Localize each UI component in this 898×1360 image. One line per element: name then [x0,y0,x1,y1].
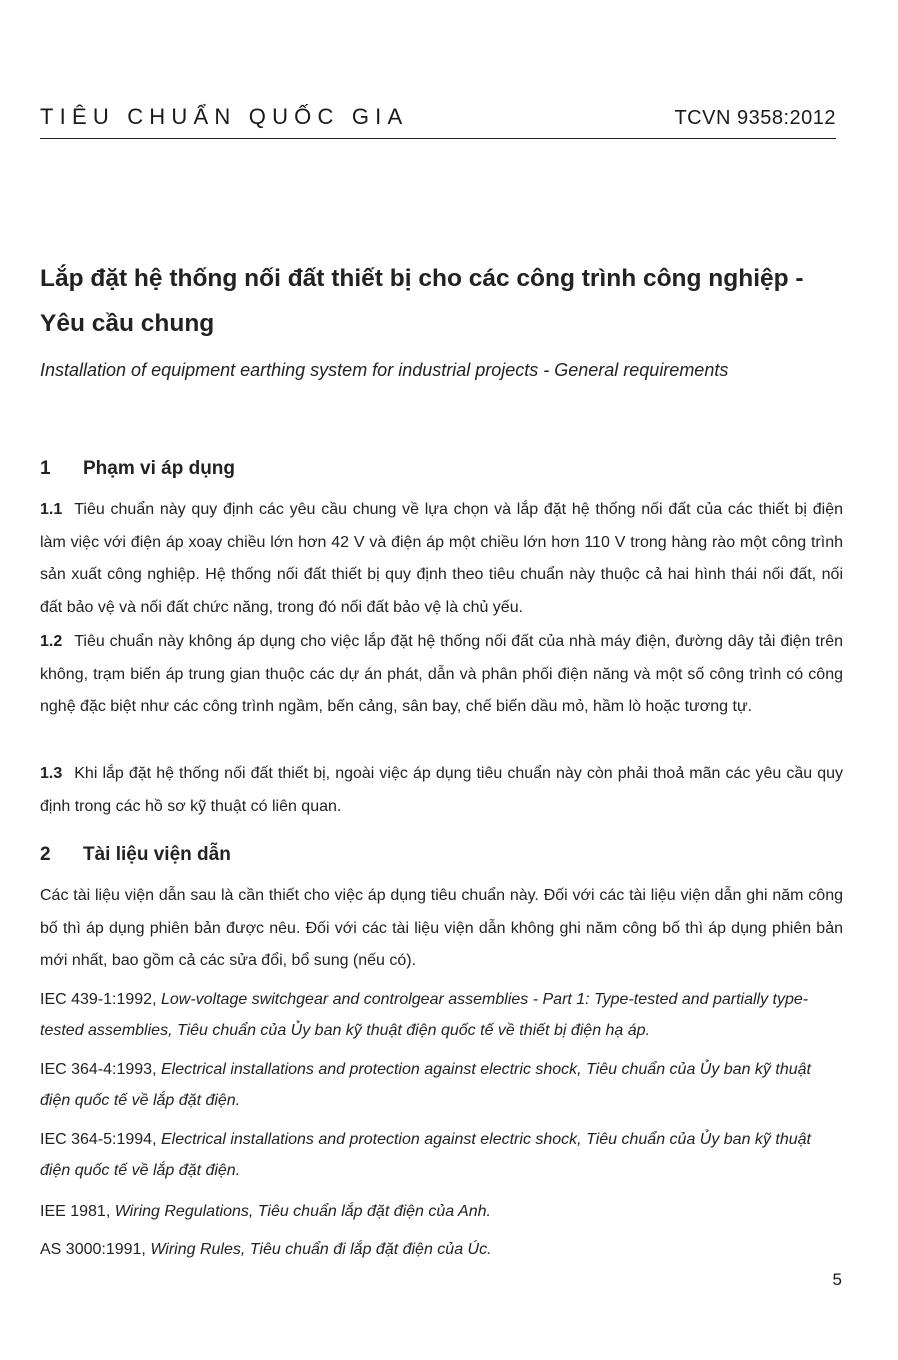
document-subtitle-english: Installation of equipment earthing system for industrial projects - General requirements [40,360,729,380]
reference-title: Low-voltage switchgear and controlgear assemblies - Part 1: Type-tested and partially type-tested assemblies, Tiêu chuẩn của Ủy ban kỹ thuật điện quốc tế về thiết bị điện hạ áp. [40,991,809,1039]
section-number: 2 [40,844,51,865]
section-2-heading [40,844,231,866]
clause-1-2 [40,626,843,724]
page-number: 5 [832,1270,842,1289]
section-1-heading [40,458,235,480]
page-header [40,104,836,139]
reference-title: Wiring Rules, Tiêu chuẩn đi lắp đặt điện của Úc. [150,1241,492,1258]
title-line-2: Yêu cầu chung [40,310,215,337]
clause-1-1 [40,494,843,624]
reference-code: IEC 439-1:1992, [40,991,161,1008]
section-number: 1 [40,458,51,479]
section-title: Phạm vi áp dụng [83,458,236,479]
clause-1-3 [40,758,843,823]
reference-item [40,1054,845,1116]
reference-code: IEE 1981, [40,1203,115,1220]
reference-item [40,1196,845,1227]
header-standard-type: TIÊU CHUẨN QUỐC GIA [40,104,409,129]
title-line-1: Lắp đặt hệ thống nối đất thiết bị cho các công trình công nghiệp - [40,265,804,292]
reference-title: Wiring Regulations, Tiêu chuẩn lắp đặt điện của Anh. [114,1203,491,1220]
clause-text: Tiêu chuẩn này không áp dụng cho việc lắp đặt hệ thống nối đất của nhà máy điện, đường dây tải điện trên không, trạm biến áp trung gian thuộc các dự án phát, dẫn và phân phối điện năng và một số công trình có công nghệ đặc biệt như các công trình ngầm, bến cảng, sân bay, chế biến dầu mỏ, hầm lò hoặc tương tự. [40,633,843,715]
section-2-intro: Các tài liệu viện dẫn sau là cần thiết cho việc áp dụng tiêu chuẩn này. Đối với các tài liệu viện dẫn ghi năm công bố thì áp dụng phiên bản được nêu. Đối với các tài liệu viện dẫn không ghi năm công bố thì áp dụng phiên bản mới nhất, bao gồm cả các sửa đổi, bổ sung (nếu có). [40,887,843,969]
reference-title: Electrical installations and protection against electric shock, Tiêu chuẩn của Ủy ban kỹ thuật điện quốc tế về lắp đặt điện. [40,1061,811,1109]
header-standard-code: TCVN 9358:2012 [674,107,836,129]
reference-title: Electrical installations and protection against electric shock, Tiêu chuẩn của Ủy ban kỹ thuật điện quốc tế về lắp đặt điện. [40,1131,811,1179]
reference-item [40,1234,845,1265]
clause-text: Tiêu chuẩn này quy định các yêu cầu chung về lựa chọn và lắp đặt hệ thống nối đất của các thiết bị điện làm việc với điện áp xoay chiều lớn hơn 42 V và điện áp một chiều lớn hơn 110 V trong hàng rào một công trình sản xuất công nghiệp. Hệ thống nối đất thiết bị quy định theo tiêu chuẩn này thuộc cả hai hình thái nối đất, nối đất bảo vệ và nối đất chức năng, trong đó nối đất bảo vệ là chủ yếu. [40,501,843,616]
reference-item [40,1124,845,1186]
clause-number: 1.3 [40,765,63,782]
reference-item [40,984,845,1046]
clause-number: 1.1 [40,501,63,518]
reference-code: AS 3000:1991, [40,1241,151,1258]
section-title: Tài liệu viện dẫn [83,844,231,865]
clause-text: Khi lắp đặt hệ thống nối đất thiết bị, ngoài việc áp dụng tiêu chuẩn này còn phải thoả mãn các yêu cầu quy định trong các hồ sơ kỹ thuật có liên quan. [40,765,843,815]
reference-code: IEC 364-5:1994, [40,1131,161,1148]
clause-number: 1.2 [40,633,63,650]
reference-code: IEC 364-4:1993, [40,1061,161,1078]
document-title [40,256,850,346]
